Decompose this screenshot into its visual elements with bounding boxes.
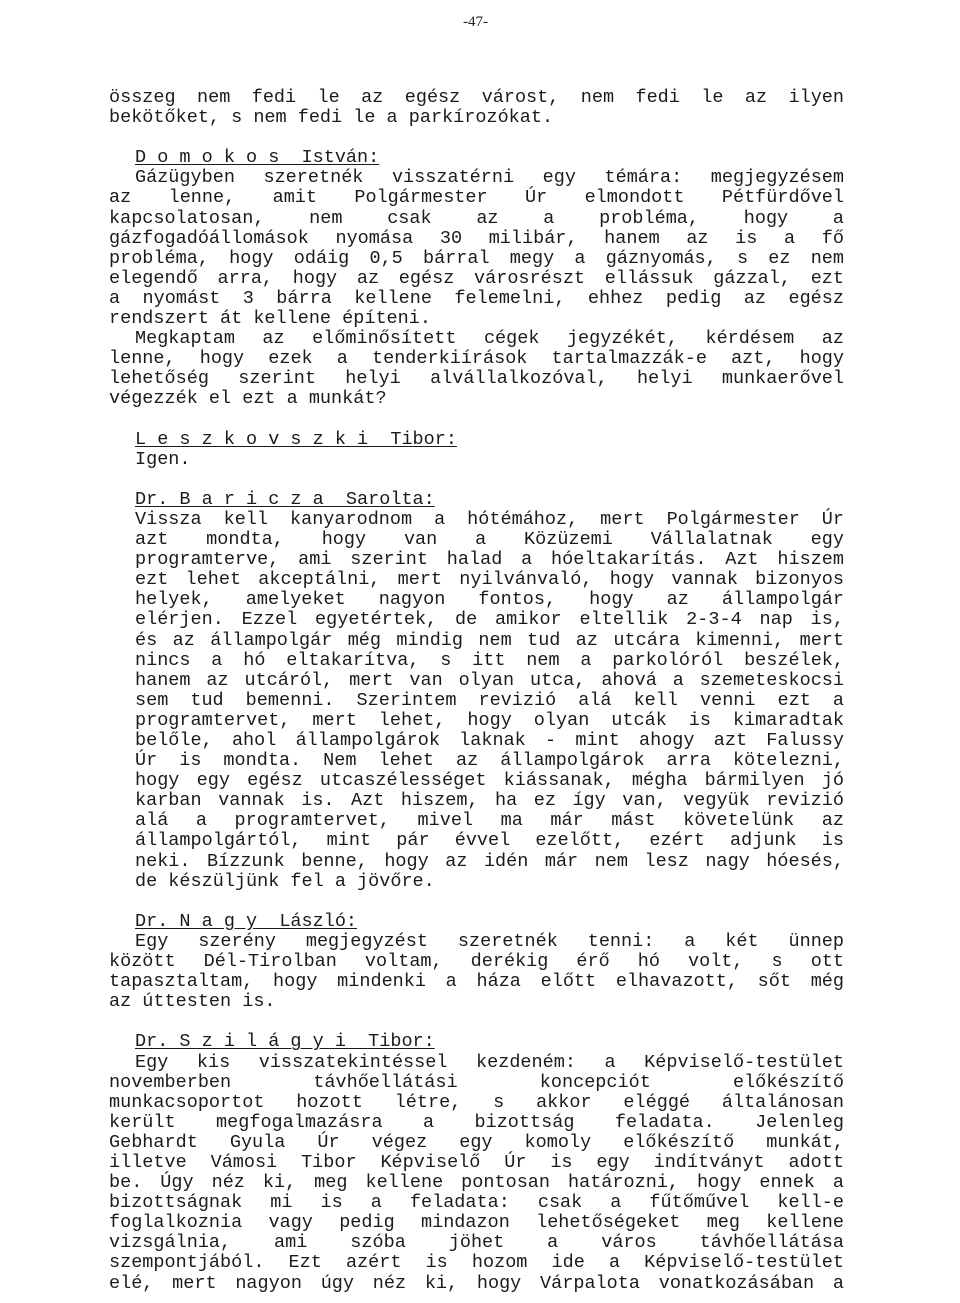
text-line: hanem az utcáról, mert van olyan utca, ahová a szemeteskocsi	[135, 669, 844, 691]
page-number: -47-	[463, 14, 488, 30]
text-line: lehetőség szerint helyi alvállalkozóval, helyi munkaerővel	[109, 368, 844, 390]
text-line: probléma, hogy odáig 0,5 bárral megy a gáznyomás, s ez nem	[109, 247, 844, 269]
speaker-name: D o m o k o s István:	[135, 147, 380, 169]
text-line: Gebhardt Gyula Úr végez egy komoly előkészítő munkát,	[109, 1131, 844, 1153]
text-line: helyek, amelyeket nagyon fontos, hogy az állampolgár	[135, 589, 844, 611]
text-line: karban vannak is. Azt hiszem, ha ez így van, vegyük revizió	[135, 790, 844, 812]
text-line: vizsgálnia, ami szóba jöhet a város távhőellátása	[109, 1232, 844, 1254]
text-line: szempontjából. Ezt azért is hozom ide a Képviselő-testület	[109, 1252, 844, 1274]
text-line: neki. Bízzunk benne, hogy az idén már nem lesz nagy hóesés,	[135, 850, 844, 872]
speaker-heading	[109, 490, 844, 510]
speaker-heading	[109, 1032, 844, 1052]
text-line: az lenne, amit Polgármester Úr elmondott Pétfürdővel	[109, 187, 844, 209]
speaker-name: Dr. S z i l á g y i Tibor:	[135, 1031, 435, 1053]
paragraph-gap	[109, 1012, 844, 1032]
speaker-heading	[109, 148, 844, 168]
text-line: hogy egy egész utcaszélességet kiássanak, mégha bármilyen jó	[135, 770, 844, 792]
text-line: Igen.	[135, 448, 191, 470]
text-line: rendszert át kellene építeni.	[109, 308, 431, 330]
speaker-name: L e s z k o v s z k i Tibor:	[135, 428, 457, 450]
text-line: elérjen. Ezzel egyetértek, de amikor eltellik 2-3-4 nap is,	[135, 609, 844, 631]
speaker-heading	[109, 912, 844, 932]
paragraph-gap	[109, 410, 844, 430]
speaker-name: Dr. B a r i c z a Sarolta:	[135, 488, 435, 510]
text-line: Megkaptam az előminősített cégek jegyzékét, kérdésem az	[135, 328, 844, 350]
text-line: azt mondta, hogy van a Közüzemi Vállalatnak egy	[135, 529, 844, 551]
text-line: lenne, hogy ezek a tenderkiírások tartalmazzák-e azt, hogy	[109, 348, 844, 370]
text-line: belőle, ahol állampolgárok laknak - mint ahogy azt Falussy	[135, 730, 844, 751]
text-line: novemberben távhőellátási koncepciót előkészítő	[109, 1071, 844, 1093]
text-line: állampolgártól, mint pár évvel ezelőtt, ezért adjunk is	[135, 830, 844, 852]
text-line: Gázügyben szeretnék visszatérni egy témára: megjegyzésem	[135, 167, 844, 189]
text-line: gázfogadóállomások nyomása 30 milibár, hanem az is a fő	[109, 227, 844, 249]
text-line: kapcsolatosan, nem csak az a probléma, hogy a	[109, 207, 844, 229]
text-line: Úr is mondta. Nem lehet az állampolgárok arra kötelezni,	[135, 750, 844, 772]
text-line: programtervet, mert lehet, hogy olyan utcák is kimaradtak	[135, 709, 844, 731]
text-line: sem tud bemenni. Szerintem revizió alá kell venni ezt a	[135, 689, 844, 711]
text-line: az úttesten is.	[109, 991, 276, 1013]
paragraph-gap	[109, 470, 844, 490]
paragraph-gap	[109, 892, 844, 912]
text-line: Vissza kell kanyarodnom a hótémához, mert Polgármester Úr	[135, 508, 844, 530]
text-line: Egy szerény megjegyzést szeretnék tenni: a két ünnep	[135, 930, 844, 952]
text-line: összeg nem fedi le az egész várost, nem fedi le az ilyen	[109, 87, 844, 108]
text-line: végezzék el ezt a munkát?	[109, 388, 387, 410]
text-line: munkacsoportot hozott létre, s akkor eléggé általánosan	[109, 1091, 844, 1113]
text-line: programterve, ami szerint halad a hóeltakarítás. Azt hiszem	[135, 549, 844, 571]
text-line: bekötőket, s nem fedi le a parkírozókat.	[109, 107, 554, 129]
text-line: között Dél-Tirolban voltam, derékig érő hó volt, s ott	[109, 951, 844, 973]
text-line: illetve Vámosi Tibor Képviselő Úr is egy indítványt adott	[109, 1151, 844, 1173]
text-line: elé, mert nagyon úgy néz ki, hogy Várpalota vonatkozásában a	[109, 1272, 844, 1294]
text-line: de készüljünk fel a jövőre.	[135, 870, 435, 892]
speaker-name: Dr. N a g y László:	[135, 910, 358, 932]
text-line: a nyomást 3 bárra kellene felemelni, ehhez pedig az egész	[109, 287, 844, 309]
text-line: Egy kis visszatekintéssel kezdeném: a Képviselő-testület	[135, 1051, 844, 1073]
text-line: nincs a hó eltakarítva, s itt nem a parkolóról beszélek,	[135, 649, 844, 671]
speaker-heading	[109, 430, 844, 450]
text-line: alá a programtervet, mivel ma már mást követelünk az	[135, 810, 844, 832]
text-line: ezt lehet akceptálni, mert nyilvánvaló, hogy vannak bizonyos	[135, 569, 844, 591]
text-line: került megfogalmazásra a bizottság feladata. Jelenleg	[109, 1111, 844, 1133]
text-line: be. Úgy néz ki, meg kellene pontosan határozni, hogy ennek a	[109, 1172, 844, 1194]
document-body	[109, 88, 844, 1294]
text-line: foglalkoznia vagy pedig mindazon lehetőségeket meg kellene	[109, 1212, 844, 1234]
paragraph-gap	[109, 128, 844, 148]
text-line: és az állampolgár még mindig nem tud az utcára kimenni, mert	[135, 629, 844, 651]
text-line: elegendő arra, hogy az egész városrészt ellássuk gázzal, ezt	[109, 267, 844, 289]
text-line: tapasztaltam, hogy mindenki a háza előtt elhavazott, sőt még	[109, 971, 844, 993]
text-line: bizottságnak mi is a feladata: csak a fűtőművel kell-e	[109, 1192, 844, 1214]
